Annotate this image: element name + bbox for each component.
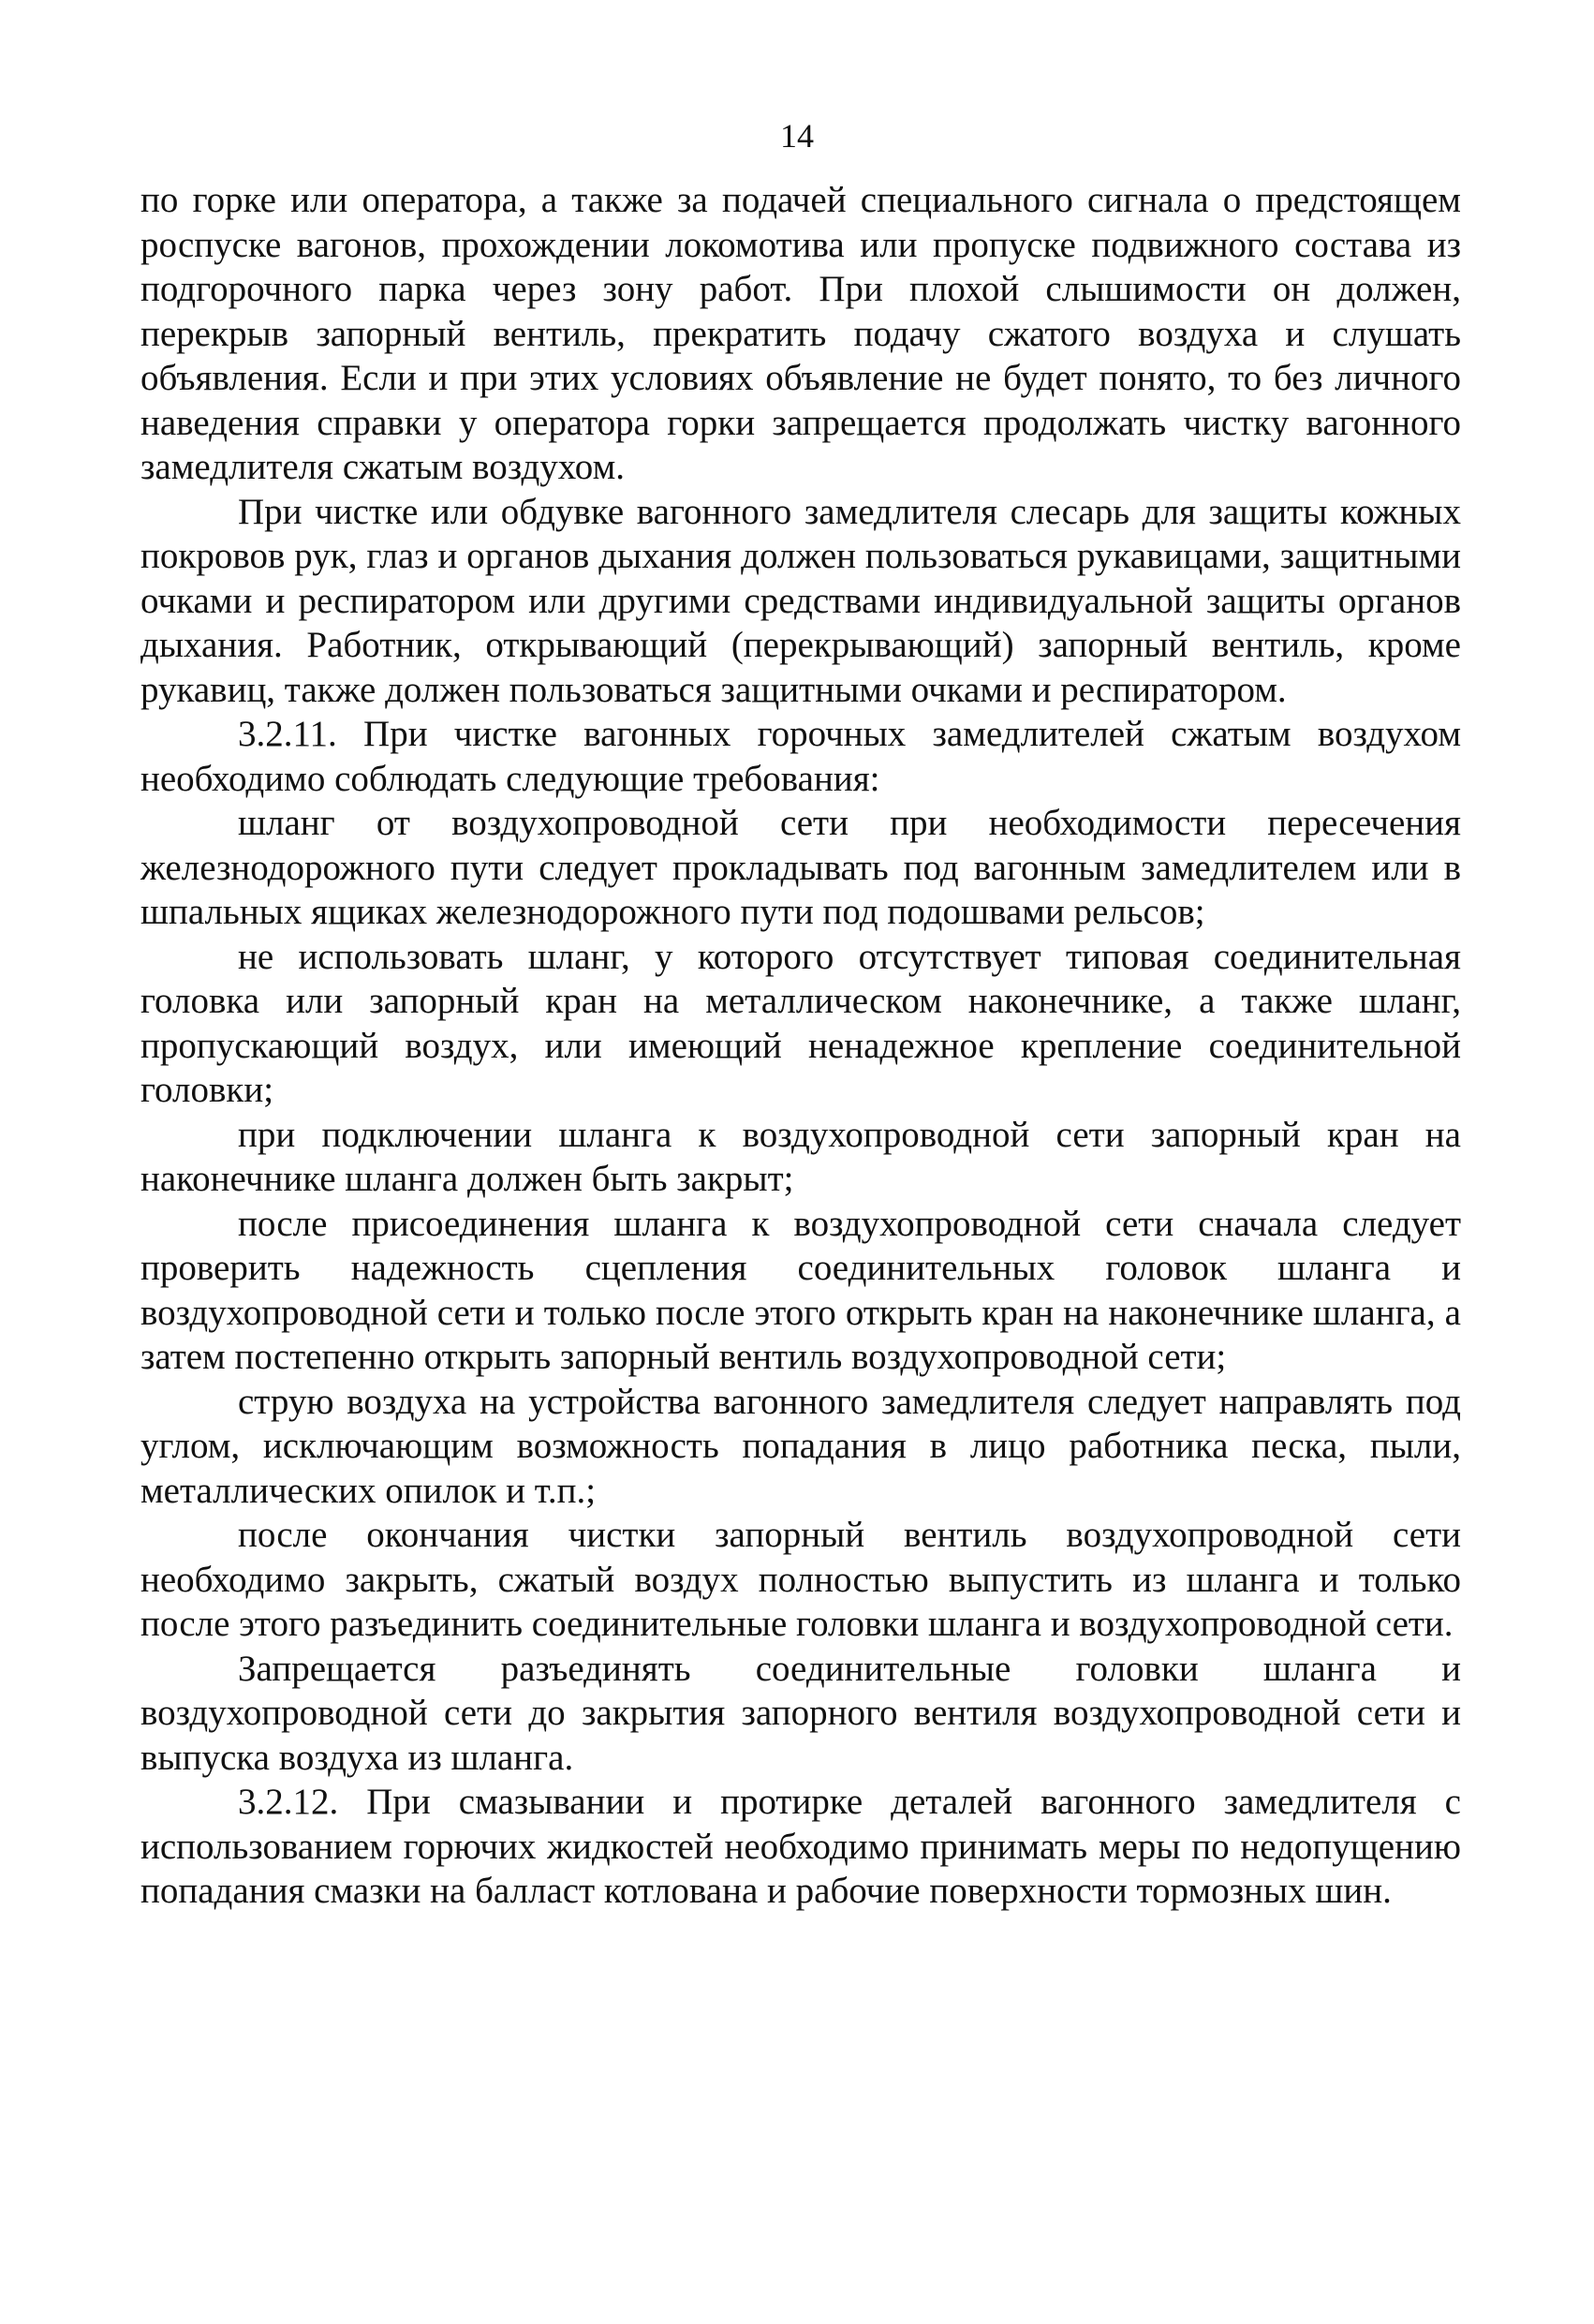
body-text — [140, 178, 1461, 1914]
requirement-valve-closed: при подключении шланга к воздухопроводной сети запорный кран на наконечнике шланга должен быть закрыт; — [140, 1114, 1461, 1199]
requirement-after-cleaning: после окончания чистки запорный вентиль воздухопроводной сети необходимо закрыть, сжатый воздух полностью выпустить из шланга и только после этого разъединить соединительные головки шланга и воздухопроводной сети. — [140, 1515, 1461, 1644]
requirement-connection-check: после присоединения шланга к воздухопроводной сети сначала следует проверить надежность сцепления соединительных головок шланга и воздухопроводной сети и только после этого открыть кран на наконечнике шланга, а затем постепенно открыть запорный вентиль воздухопроводной сети; — [140, 1203, 1461, 1377]
page-number: 14 — [780, 117, 814, 155]
paragraph-continuation: по горке или оператора, а также за подачей специального сигнала о предстоящем роспуске вагонов, прохождении локомотива или пропуске подвижного состава из подгорочного парка через зону работ. При плохой слышимости он должен, перекрыв запорный вентиль, прекратить подачу сжатого воздуха и слушать объявления. Если и при этих условиях объявление не будет понято, то без личного наведения справки у оператора горки запрещается продолжать чистку вагонного замедлителя сжатым воздухом. — [140, 180, 1461, 487]
paragraph-3-2-12: 3.2.12. При смазывании и протирке деталей вагонного замедлителя с использованием горючих жидкостей необходимо принимать меры по недопущению попадания смазки на балласт котлована и рабочие поверхности тормозных шин. — [140, 1782, 1461, 1911]
paragraph-prohibition: Запрещается разъединять соединительные головки шланга и воздухопроводной сети до закрытия запорного вентиля воздухопроводной сети и выпуска воздуха из шланга. — [140, 1648, 1461, 1778]
paragraph-3-2-11: 3.2.11. При чистке вагонных горочных замедлителей сжатым воздухом необходимо соблюдать следующие требования: — [140, 714, 1461, 799]
requirement-hose-routing: шланг от воздухопроводной сети при необходимости пересечения железнодорожного пути следует прокладывать под вагонным замедлителем или в шпальных ящиках железнодорожного пути под подошвами рельсов; — [140, 803, 1461, 932]
requirement-air-direction: струю воздуха на устройства вагонного замедлителя следует направлять под углом, исключающим возможность попадания в лицо работника песка, пыли, металлических опилок и т.п.; — [140, 1381, 1461, 1511]
requirement-hose-condition: не использовать шланг, у которого отсутствует типовая соединительная головка или запорный кран на металлическом наконечнике, а также шланг, пропускающий воздух, или имеющий ненадежное крепление соединительной головки; — [140, 936, 1461, 1110]
paragraph-protective-equipment: При чистке или обдувке вагонного замедлителя слесарь для защиты кожных покровов рук, глаз и органов дыхания должен пользоваться рукавицами, защитными очками и респиратором или другими средствами индивидуальной защиты органов дыхания. Работник, открывающий (перекрывающий) запорный вентиль, кроме рукавиц, также должен пользоваться защитными очками и респиратором. — [140, 491, 1461, 710]
